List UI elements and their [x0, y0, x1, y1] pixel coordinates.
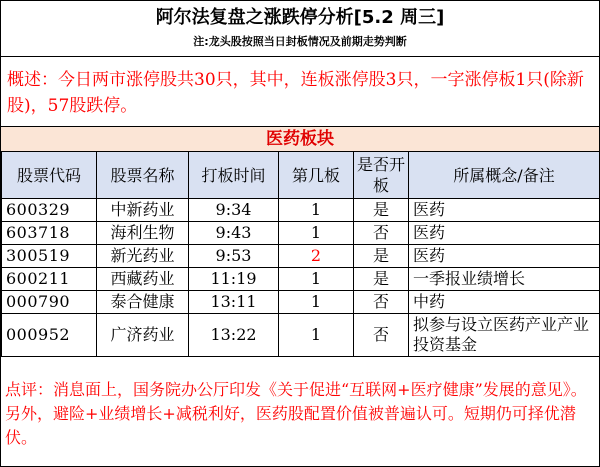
cell-name: 新光药业: [97, 245, 189, 268]
cell-concept: 医药: [409, 222, 600, 245]
summary-text: 概述：今日两市涨停股共30只，其中，连板涨停股3只，一字涨停板1只(除新股)，57股跌停。: [7, 70, 584, 116]
cell-opened: 是: [354, 268, 409, 291]
header-board: 第几板: [279, 152, 354, 199]
cell-concept: 拟参与设立医药产业产业投资基金: [409, 314, 600, 357]
header-opened: 是否开板: [354, 152, 409, 199]
table-row: [2, 268, 600, 291]
cell-board: 1: [279, 291, 354, 314]
header-time: 打板时间: [189, 152, 279, 199]
table-row: [2, 199, 600, 222]
cell-code: 300519: [2, 245, 97, 268]
page-title: 阿尔法复盘之涨跌停分析[5.2 周三]: [155, 7, 445, 28]
cell-board: 1: [279, 199, 354, 222]
cell-concept: 一季报业绩增长: [409, 268, 600, 291]
cell-name: 泰合健康: [97, 291, 189, 314]
cell-time: 13:22: [189, 314, 279, 357]
cell-concept: 中药: [409, 291, 600, 314]
cell-opened: 是: [354, 245, 409, 268]
cell-board: 1: [279, 268, 354, 291]
cell-code: 600329: [2, 199, 97, 222]
header-note: 注:龙头股按照当日封板情况及前期走势判断: [193, 35, 407, 48]
cell-board: 1: [279, 314, 354, 357]
table-header-row: [2, 152, 600, 199]
cell-opened: 否: [354, 291, 409, 314]
header-concept: 所属概念/备注: [409, 152, 600, 199]
cell-opened: 是: [354, 199, 409, 222]
cell-name: 西藏药业: [97, 268, 189, 291]
table-row: [2, 245, 600, 268]
cell-time: 11:19: [189, 268, 279, 291]
cell-code: 603718: [2, 222, 97, 245]
cell-concept: 医药: [409, 245, 600, 268]
cell-name: 海利生物: [97, 222, 189, 245]
cell-board: 1: [279, 222, 354, 245]
cell-name: 中新药业: [97, 199, 189, 222]
cell-name: 广济药业: [97, 314, 189, 357]
cell-time: 9:34: [189, 199, 279, 222]
cell-code: 000952: [2, 314, 97, 357]
cell-opened: 否: [354, 222, 409, 245]
table-row: [2, 291, 600, 314]
table-row: [2, 314, 600, 357]
cell-opened: 否: [354, 314, 409, 357]
cell-code: 600211: [2, 268, 97, 291]
comment-text: 点评：消息面上，国务院办公厅印发《关于促进“互联网+医疗健康”发展的意见》。另外，避险+业绩增长+减税利好，医药股配置价值被普遍认可。短期仍可择优潜伏。: [5, 380, 587, 447]
table-row: [2, 222, 600, 245]
cell-time: 13:11: [189, 291, 279, 314]
divider: [1, 56, 599, 57]
cell-concept: 医药: [409, 199, 600, 222]
section-title: 医药板块: [1, 127, 599, 151]
cell-code: 000790: [2, 291, 97, 314]
cell-time: 9:53: [189, 245, 279, 268]
header-code: 股票代码: [2, 152, 97, 199]
cell-time: 9:43: [189, 222, 279, 245]
limit-up-table: [1, 151, 600, 357]
header-name: 股票名称: [97, 152, 189, 199]
cell-board-highlight: 2: [279, 245, 354, 268]
